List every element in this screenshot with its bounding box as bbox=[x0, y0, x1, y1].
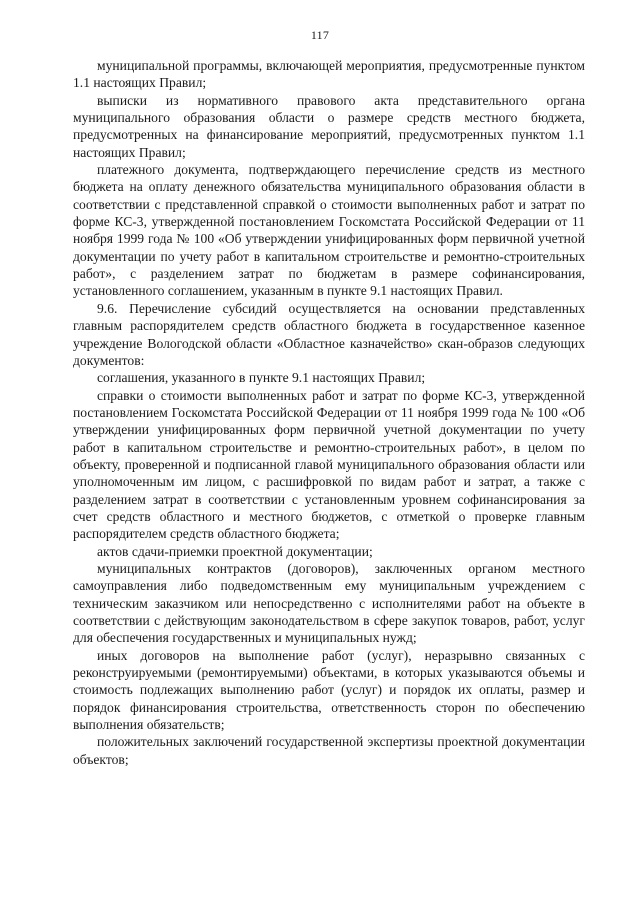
paragraph-payment-document: платежного документа, подтверждающего перечисление средств из местного бюджета на оплату денежного обязательства муниципального образования области в соответствии с представленной справкой о стоимости выполненных работ и затрат по форме КС-3, утвержденной постановлением Госкомстата Российской Федерации от 11 ноября 1999 года № 100 «Об утверждении унифицированных форм первичной учетной документации по учету работ в капитальном строительстве и ремонтно-строительных работ», с разделением затрат по бюджетам в размере софинансирования, установленного соглашением, указанным в пункте 9.1 настоящих Правил. bbox=[73, 162, 585, 299]
paragraph-expertise-conclusions: положительных заключений государственной экспертизы проектной документации объектов; bbox=[73, 734, 585, 767]
paragraph-normative-act-extract: выписки из нормативного правового акта представительного органа муниципального образования области о размере средств местного бюджета, предусмотренных на финансирование мероприятий, предусмотренных пунктом 1.1 настоящих Правил; bbox=[73, 92, 585, 160]
paragraph-other-contracts: иных договоров на выполнение работ (услуг), неразрывно связанных с реконструируемыми (ремонтируемыми) объектами, в которых указываются объемы и стоимость подлежащих выполнению работ (услуг) и порядок их оплаты, размер и порядок финансирования строительства, ответственность сторон по обеспечению выполнения обязательств; bbox=[73, 647, 585, 733]
paragraph-acceptance-acts: актов сдачи-приемки проектной документации; bbox=[97, 543, 373, 559]
page-number: 117 bbox=[310, 28, 330, 42]
paragraph-ks3-certificate: справки о стоимости выполненных работ и затрат по форме КС-3, утвержденной постановлением Госкомстата Российской Федерации от 11 ноября 1999 года № 100 «Об утверждении унифицированных форм первичной учетной документации по учету работ в капитальном строительстве и ремонтно-строительных работ», в целом по объекту, проверенной и подписанной главой муниципального образования области или уполномоченным им лицом, с расшифровкой по видам работ и затрат, а также с разделением затрат в соответствии с установленным уровнем софинансирования за счет средств областного и местного бюджетов, с отметкой о проверке главным распорядителем средств областного бюджета; bbox=[73, 387, 585, 542]
paragraph-municipal-program: муниципальной программы, включающей мероприятия, предусмотренные пунктом 1.1 настоящих Правил; bbox=[73, 58, 585, 91]
paragraph-agreement: соглашения, указанного в пункте 9.1 настоящих Правил; bbox=[97, 370, 426, 386]
document-body bbox=[73, 57, 585, 768]
paragraph-section-9-6: 9.6. Перечисление субсидий осуществляется на основании представленных главным распорядителем средств областного бюджета в государственное казенное учреждение Вологодской области «Областное казначейство» скан-образов следующих документов: bbox=[73, 300, 585, 368]
paragraph-municipal-contracts: муниципальных контрактов (договоров), заключенных органом местного самоуправления либо подведомственным ему муниципальным учреждением с техническим заказчиком или непосредственно с исполнителями работ на объекте в соответствии с действующим законодательством в сфере закупок товаров, работ, услуг для обеспечения государственных и муниципальных нужд; bbox=[73, 560, 585, 646]
